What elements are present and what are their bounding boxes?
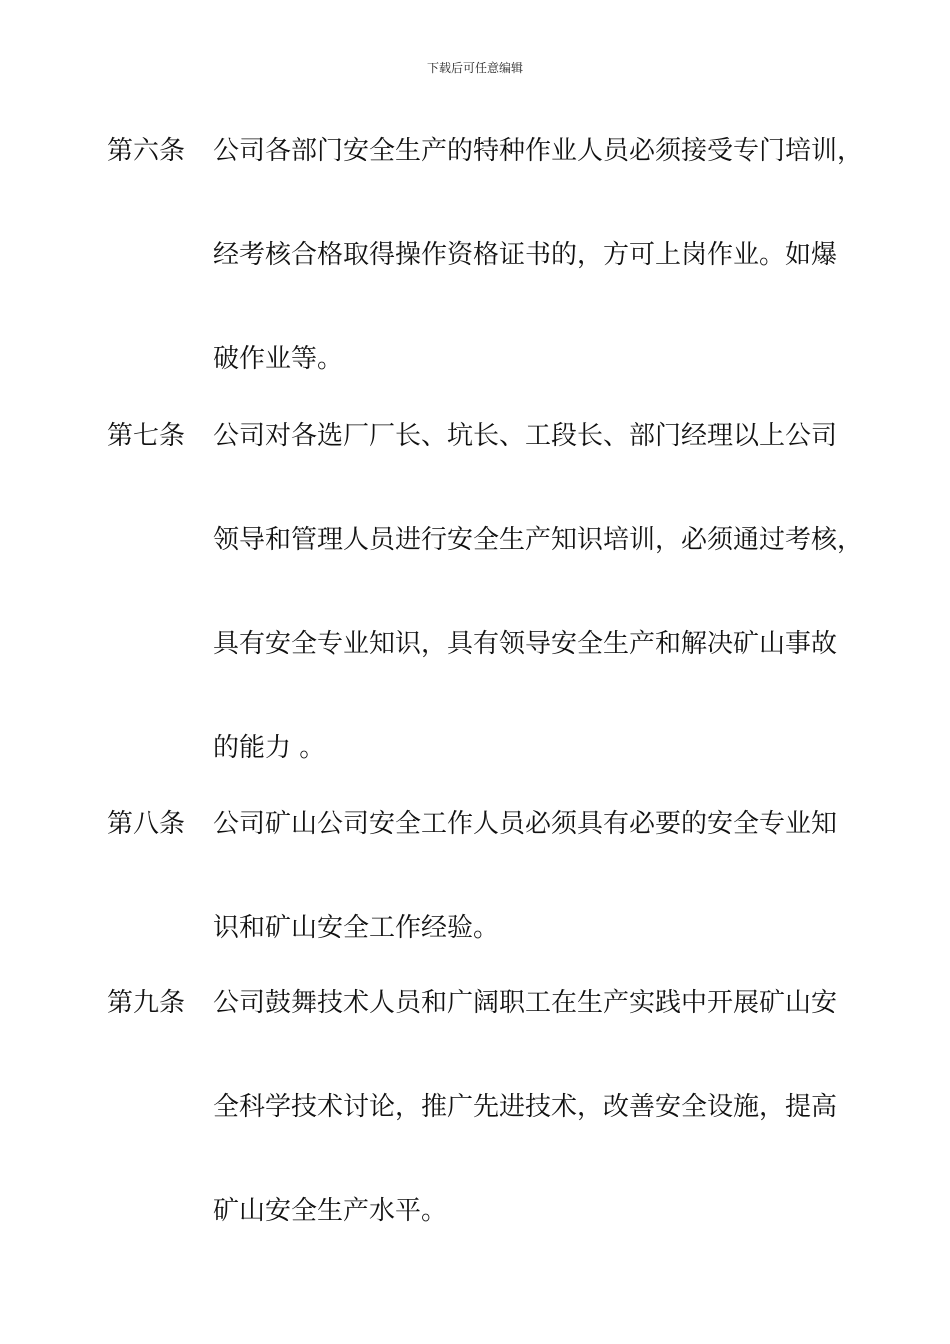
- article-line: 矿山安全生产水平。: [213, 1196, 448, 1226]
- article-line: 公司对各选厂厂长、坑长、工段长、部门经理以上公司: [213, 421, 838, 451]
- article-line: 的能力 。: [213, 733, 326, 763]
- article-line: 识和矿山安全工作经验。: [213, 913, 500, 943]
- article-number: 第八条: [107, 809, 186, 839]
- article-line: 公司各部门安全生产的特种作业人员必须接受专门培训，: [213, 136, 864, 166]
- article-number: 第六条: [107, 136, 186, 166]
- page-header: 下载后可任意编辑: [426, 61, 523, 75]
- article-line: 破作业等。: [213, 344, 344, 374]
- article-line: 领导和管理人员进行安全生产知识培训，必须通过考核，: [213, 525, 864, 555]
- article-number: 第七条: [107, 421, 186, 451]
- article-number: 第九条: [107, 988, 186, 1018]
- article-line: 全科学技术讨论，推广先进技术，改善安全设施，提高: [213, 1092, 838, 1122]
- article-line: 具有安全专业知识，具有领导安全生产和解决矿山事故: [213, 629, 838, 659]
- article-line: 公司矿山公司安全工作人员必须具有必要的安全专业知: [213, 809, 838, 839]
- article-line: 经考核合格取得操作资格证书的，方可上岗作业。如爆: [213, 240, 838, 270]
- article-line: 公司鼓舞技术人员和广阔职工在生产实践中开展矿山安: [213, 988, 838, 1018]
